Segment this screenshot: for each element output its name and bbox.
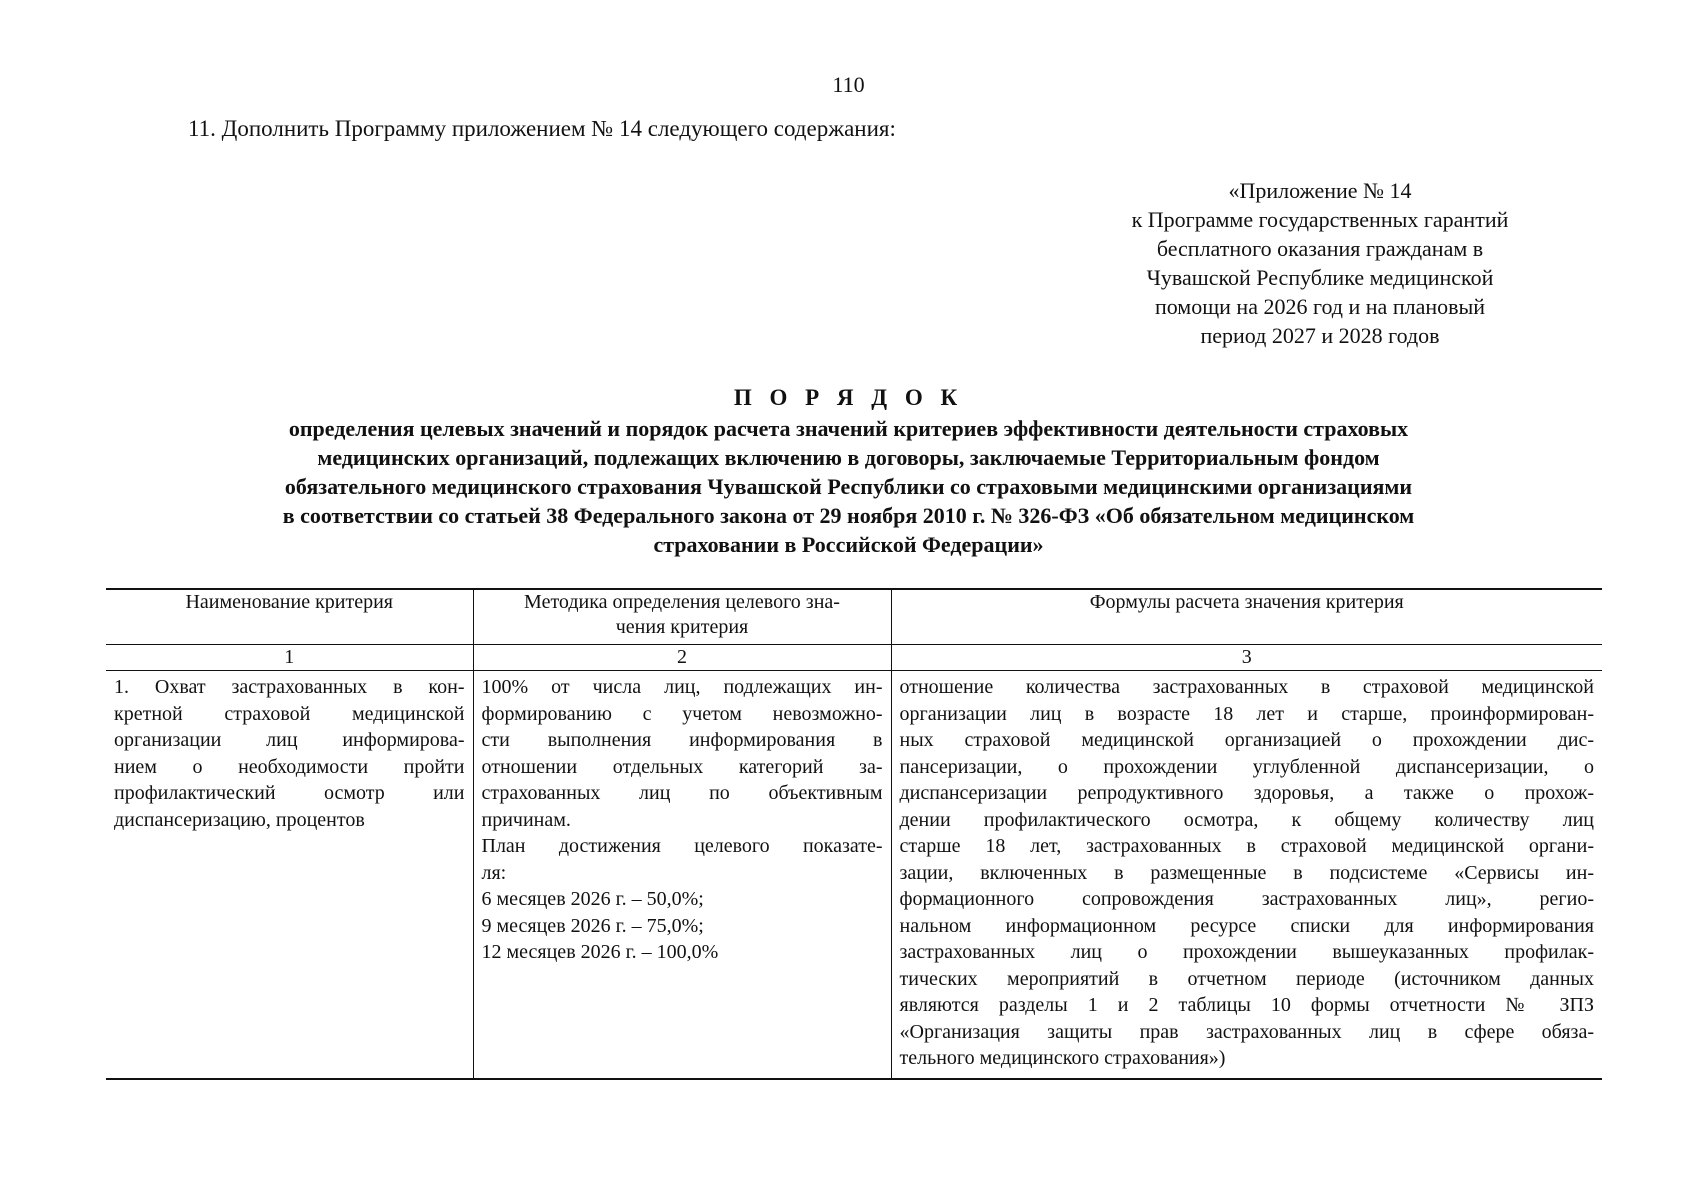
header-criterion-name: Наименование критерия xyxy=(106,589,473,645)
cell-line: нальном информационном ресурсе списки для информирования xyxy=(899,914,1594,937)
header-calculation-formula: Формулы расчета значения критерия xyxy=(891,589,1602,645)
column-number-row xyxy=(106,645,1602,671)
cell-line: застрахованных лиц о прохождении вышеуказанных профилак- xyxy=(899,941,1594,963)
appendix-line: Чувашской Республике медицинской xyxy=(1146,265,1494,290)
cell-line: пансеризации, о прохождении углубленной диспансеризации, о xyxy=(899,755,1594,778)
cell-line: являются разделы 1 и 2 таблицы 10 формы отчетности № ЗПЗ xyxy=(899,994,1594,1016)
table-header-row xyxy=(106,589,1602,645)
cell-line: формационного сопровождения застрахованных лиц», регио- xyxy=(899,888,1594,910)
subtitle-line: определения целевых значений и порядок расчета значений критериев эффективности деятельности страховых xyxy=(288,416,1409,441)
cell-criterion-name xyxy=(106,671,473,1080)
cell-line: 9 месяцев 2026 г. – 75,0%; xyxy=(481,914,704,937)
appendix-line: бесплатного оказания гражданам в xyxy=(1156,236,1484,261)
appendix-line: к Программе государственных гарантий xyxy=(1131,207,1509,232)
subtitle-line: медицинских организаций, подлежащих включению в договоры, заключаемые Территориальным фондом xyxy=(317,445,1380,470)
cell-line: нием о необходимости пройти xyxy=(114,755,465,778)
appendix-line: период 2027 и 2028 годов xyxy=(1200,323,1440,348)
cell-target-method xyxy=(473,671,891,1080)
cell-line: тельного медицинского страхования») xyxy=(899,1047,1226,1069)
subtitle-line: страховании в Российской Федерации» xyxy=(653,532,1044,557)
cell-line: старше 18 лет, застрахованных в страховой медицинской органи- xyxy=(899,835,1594,857)
appendix-line: помощи на 2026 год и на плановый xyxy=(1154,294,1486,319)
header-line: чения критерия xyxy=(615,616,749,638)
appendix-reference xyxy=(1090,176,1550,350)
cell-line: отношение количества застрахованных в страховой медицинской xyxy=(899,676,1594,698)
cell-line: ля: xyxy=(481,861,507,884)
document-subtitle xyxy=(150,414,1547,559)
cell-line: тических мероприятий в отчетном периоде (источником данных xyxy=(899,967,1594,990)
cell-line: «Организация защиты прав застрахованных лиц в сфере обяза- xyxy=(899,1020,1594,1043)
cell-line: 100% от числа лиц, подлежащих ин- xyxy=(481,676,883,698)
cell-line: страхованных лиц по объективным xyxy=(481,782,883,804)
cell-line: диспансеризации репродуктивного здоровья, а также о прохож- xyxy=(899,782,1594,804)
subtitle-line: обязательного медицинского страхования Чувашской Республики со страховыми медицинскими организациями xyxy=(284,474,1413,499)
cell-line: кретной страховой медицинской xyxy=(114,702,465,725)
column-number: 1 xyxy=(106,645,473,671)
intro-paragraph: 11. Дополнить Программу приложением № 14 следующего содержания: xyxy=(188,116,896,141)
cell-line: организации лиц информирова- xyxy=(114,729,465,751)
page-number: 110 xyxy=(832,72,865,97)
column-number: 2 xyxy=(473,645,891,671)
subtitle-line: в соответствии со статьей 38 Федерального закона от 29 ноября 2010 г. № 326-ФЗ «Об обязательном медицинском xyxy=(282,503,1415,528)
table-row xyxy=(106,671,1602,1080)
cell-line: 6 месяцев 2026 г. – 50,0%; xyxy=(481,888,704,910)
document-title: П О Р Я Д О К xyxy=(733,385,964,410)
appendix-line: «Приложение № 14 xyxy=(1228,178,1412,203)
cell-line: План достижения целевого показате- xyxy=(481,835,883,857)
cell-line: 1. Охват застрахованных в кон- xyxy=(114,676,465,698)
cell-line: отношении отдельных категорий за- xyxy=(481,755,883,778)
cell-line: диспансеризацию, процентов xyxy=(114,808,365,831)
cell-line: формированию с учетом невозможно- xyxy=(481,702,883,725)
cell-line: дении профилактического осмотра, к общему количеству лиц xyxy=(899,808,1594,831)
header-line: Методика определения целевого зна- xyxy=(524,591,840,613)
cell-line: ных страховой медицинской организацией о прохождении дис- xyxy=(899,729,1594,751)
column-number: 3 xyxy=(891,645,1602,671)
cell-line: сти выполнения информирования в xyxy=(481,729,883,751)
cell-line: профилактический осмотр или xyxy=(114,782,465,804)
criteria-table xyxy=(106,588,1602,1080)
header-target-method xyxy=(473,589,891,645)
cell-line: причинам. xyxy=(481,808,571,831)
cell-line: организации лиц в возрасте 18 лет и старше, проинформирован- xyxy=(899,702,1594,725)
cell-calculation-formula xyxy=(891,671,1602,1080)
cell-line: 12 месяцев 2026 г. – 100,0% xyxy=(481,941,719,963)
cell-line: зации, включенных в размещенные в подсистеме «Сервисы ин- xyxy=(899,861,1594,884)
